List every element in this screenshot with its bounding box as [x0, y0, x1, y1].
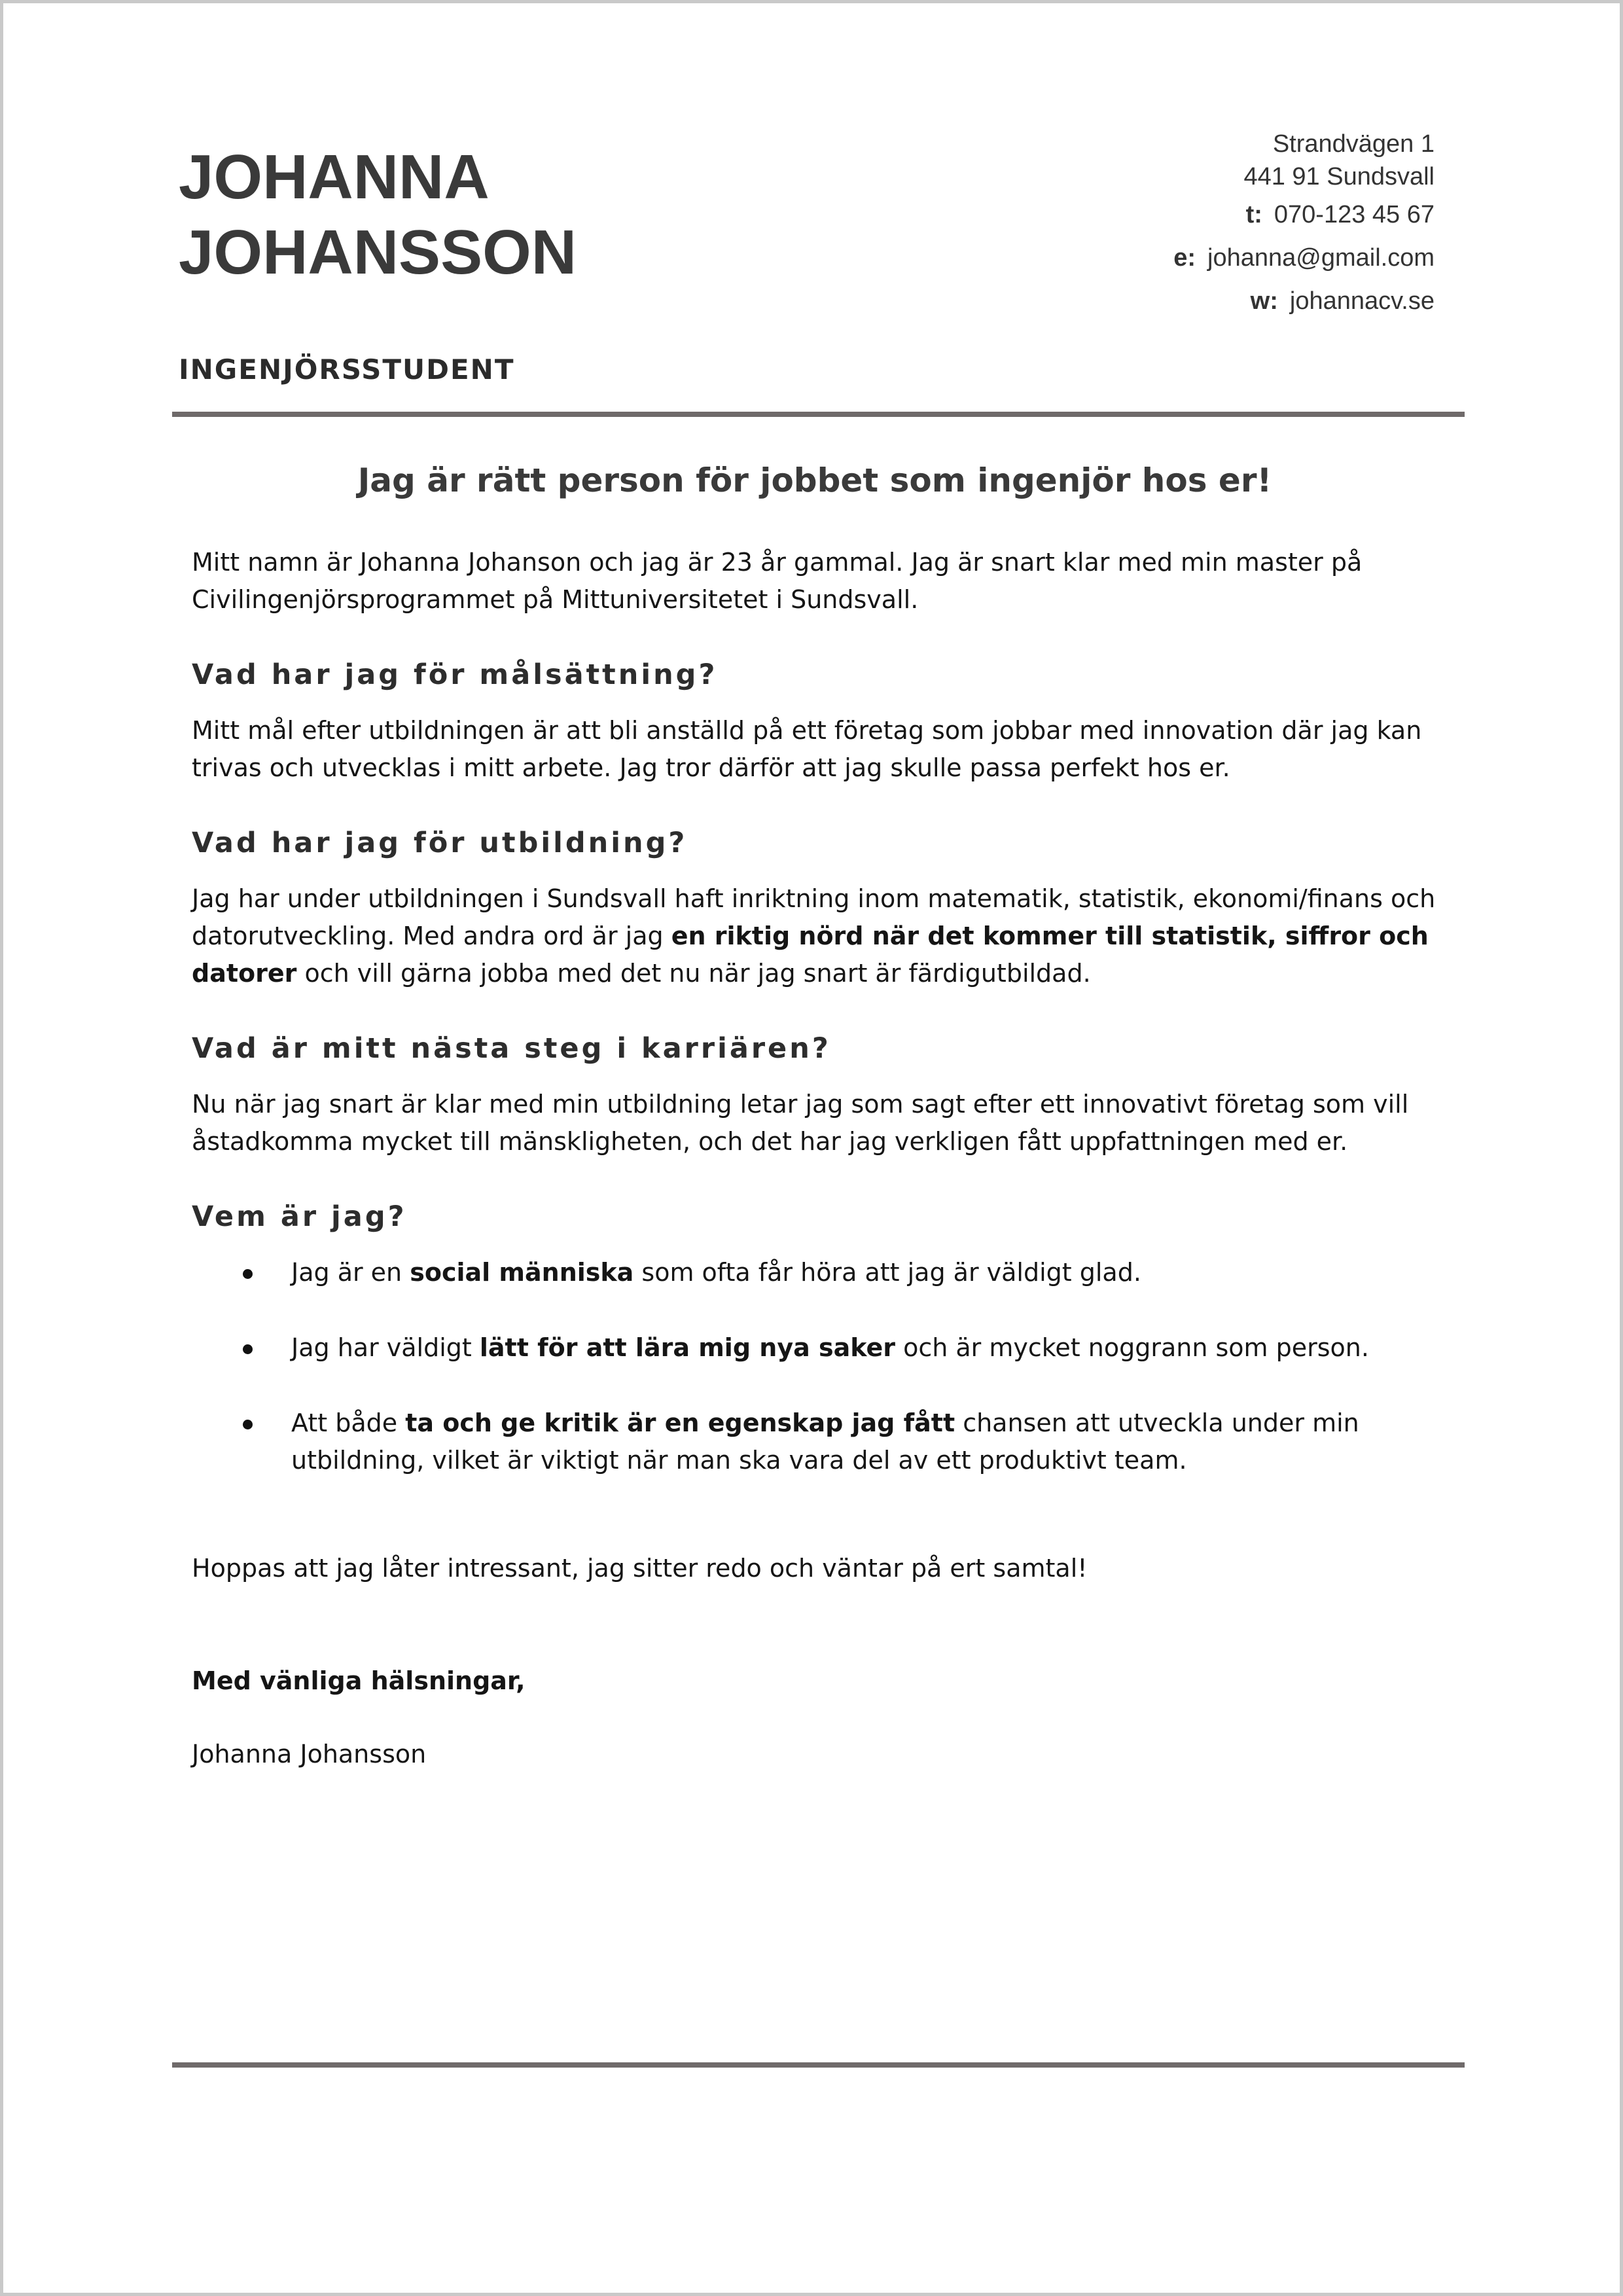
education-text-start: Jag har under utbildningen i Sundsvall haft inriktning inom matematik, statistik, ekonomi/finans och datorutveckling. Med andra ord är jag — [192, 884, 1436, 950]
section-heading-about: Vem är jag? — [192, 1200, 407, 1233]
address-line-1: Strandvägen 1 — [1272, 130, 1435, 158]
contact-block — [1173, 128, 1435, 323]
address-line-2: 441 91 Sundsvall — [1243, 163, 1435, 190]
bullet-emphasis: ta och ge kritik är en egenskap jag fått — [405, 1408, 955, 1437]
bullet-text: chansen att utveckla under min utbildning, vilket är viktigt när man ska vara del av ett produktivt team. — [291, 1408, 1359, 1475]
letter-heading: Jag är rätt person för jobbet som ingenjör hos er! — [357, 461, 1272, 499]
list-item — [192, 1405, 1474, 1479]
phone-label: t: — [1245, 201, 1262, 228]
web-value: johannacv.se — [1289, 287, 1435, 315]
education-text-end: och vill gärna jobba med det nu när jag snart är färdigutbildad. — [296, 959, 1091, 988]
goal-paragraph: Mitt mål efter utbildningen är att bli anställd på ett företag som jobbar med innovation där jag kan trivas och utvecklas i mitt arbete. Jag tror därför att jag skulle passa perfekt hos er. — [192, 716, 1422, 782]
bullet-text: Jag har väldigt — [291, 1333, 480, 1362]
web-row — [1173, 279, 1435, 323]
footer-divider — [172, 2062, 1465, 2068]
section-heading-goal: Vad har jag för målsättning? — [192, 658, 718, 691]
bullet-emphasis: lätt för att lära mig nya saker — [479, 1333, 895, 1362]
letter-body — [192, 544, 1474, 1773]
list-item — [192, 1254, 1474, 1291]
bullet-emphasis: social människa — [410, 1258, 634, 1287]
section-heading-career: Vad är mitt nästa steg i karriären? — [192, 1032, 831, 1065]
closing-paragraph: Hoppas att jag låter intressant, jag sitter redo och väntar på ert samtal! — [192, 1554, 1088, 1583]
education-text-emphasis: en riktig nörd när det kommer till statistik, siffror och datorer — [192, 922, 1429, 988]
education-paragraph — [192, 880, 1474, 992]
bullet-text: Jag är en — [291, 1258, 410, 1287]
header-divider — [172, 412, 1465, 417]
last-name: JOHANSSON — [179, 217, 577, 287]
email-row — [1173, 236, 1435, 279]
career-paragraph: Nu när jag snart är klar med min utbildning letar jag som sagt efter ett innovativt företag som vill åstadkomma mycket till mänskligheten, och det har jag verkligen fått uppfattningen med er. — [192, 1090, 1409, 1156]
phone-value: 070-123 45 67 — [1274, 201, 1435, 228]
email-label: e: — [1173, 244, 1196, 272]
bullet-text: som ofta får höra att jag är väldigt glad. — [633, 1258, 1141, 1287]
email-value: johanna@gmail.com — [1207, 244, 1435, 272]
phone-row — [1173, 193, 1435, 236]
section-heading-education: Vad har jag för utbildning? — [192, 827, 688, 859]
list-item — [192, 1329, 1474, 1367]
job-title: INGENJÖRSSTUDENT — [179, 353, 515, 386]
applicant-name — [179, 139, 577, 290]
first-name: JOHANNA — [179, 142, 490, 212]
about-list — [192, 1254, 1474, 1479]
bullet-text: Att både — [291, 1408, 406, 1437]
web-label: w: — [1250, 287, 1278, 315]
bullet-text: och är mycket noggrann som person. — [895, 1333, 1369, 1362]
regards-line: Med vänliga hälsningar, — [192, 1666, 526, 1695]
intro-paragraph: Mitt namn är Johanna Johanson och jag är 23 år gammal. Jag är snart klar med min master på Civilingenjörsprogrammet på Mittuniversitetet i Sundsvall. — [192, 548, 1363, 614]
signature-name: Johanna Johansson — [192, 1740, 427, 1768]
